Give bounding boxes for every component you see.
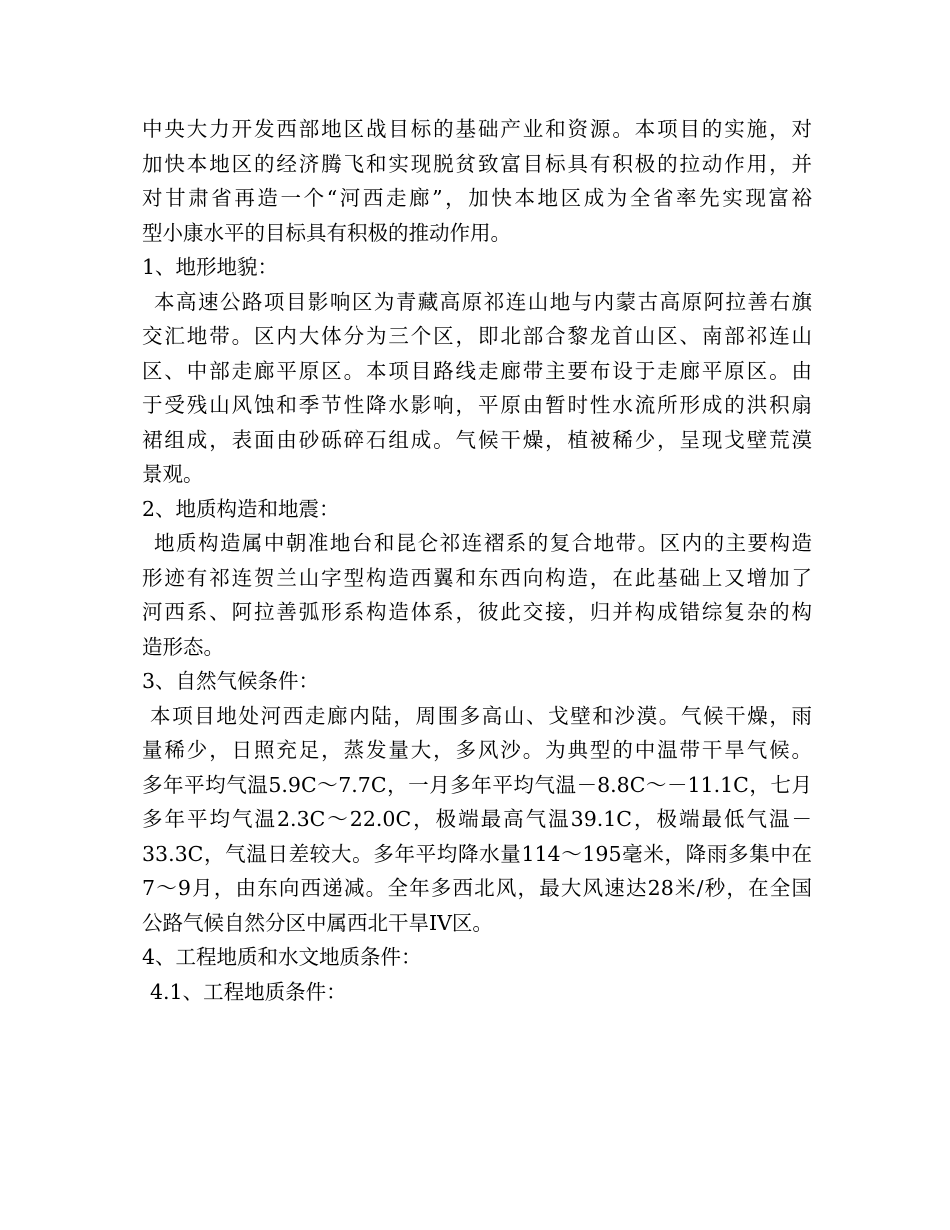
text-line: 33.3C，气温日差较大。多年平均降水量114～195毫米，降雨多集中在 (142, 841, 812, 866)
subsection-heading-engineering-conditions: 4.1、工程地质条件： (150, 979, 347, 1004)
text-line: 裙组成，表面由砂砾碎石组成。气候干燥，植被稀少，呈现戈壁荒漠 (142, 427, 812, 452)
text-line: 多年平均气温5.9C～7.7C，一月多年平均气温－8.8C～－11.1C，七月 (142, 772, 812, 797)
text-line: 河西系、阿拉善弧形系构造体系，彼此交接，归并构成错综复杂的构 (142, 600, 812, 624)
text-line: 于受残山风蚀和季节性降水影响，平原由暂时性水流所形成的洪积扇 (142, 393, 812, 417)
section-heading-geology: 2、地质构造和地震： (142, 496, 340, 521)
text-line: 公路气候自然分区中属西北干旱IV区。 (142, 910, 493, 935)
text-line: 中央大力开发西部地区战目标的基础产业和资源。本项目的实施，对 (142, 117, 812, 141)
text-line: 加快本地区的经济腾飞和实现脱贫致富目标具有积极的拉动作用，并 (142, 151, 812, 176)
text-line: 景观。 (142, 462, 204, 486)
text-line: 多年平均气温2.3C～22.0C，极端最高气温39.1C，极端最低气温－ (142, 807, 812, 831)
text-line: 本高速公路项目影响区为青藏高原祁连山地与内蒙古高原阿拉善右旗 (154, 289, 812, 314)
text-line: 本项目地处河西走廊内陆，周围多高山、戈壁和沙漠。气候干燥，雨 (150, 703, 812, 728)
climate-paragraph (142, 699, 812, 941)
text-line: 7～9月，由东向西递减。全年多西北风，最大风速达28米/秒，在全国 (142, 876, 812, 900)
text-line: 对甘肃省再造一个“河西走廊”，加快本地区成为全省率先实现富裕 (142, 186, 812, 210)
section-heading-climate: 3、自然气候条件： (142, 669, 320, 693)
text-line: 地质构造属中朝准地台和昆仑祁连褶系的复合地带。区内的主要构造 (154, 531, 812, 555)
text-line: 量稀少，日照充足，蒸发量大，多风沙。为典型的中温带干旱气候。 (142, 738, 812, 762)
intro-paragraph (142, 112, 812, 250)
text-line: 交汇地带。区内大体分为三个区，即北部合黎龙首山区、南部祁连山 (142, 324, 812, 348)
section-heading-terrain: 1、地形地貌： (142, 255, 279, 279)
text-line: 型小康水平的目标具有积极的推动作用。 (142, 220, 511, 245)
text-line: 区、中部走廊平原区。本项目路线走廊带主要布设于走廊平原区。由 (142, 358, 812, 383)
terrain-paragraph (142, 285, 812, 492)
geology-paragraph (142, 526, 812, 664)
section-heading-engineering-geology: 4、工程地质和水文地质条件： (142, 945, 422, 969)
document-page (142, 112, 812, 1009)
text-line: 形迹有祁连贺兰山字型构造西翼和东西向构造，在此基础上又增加了 (142, 565, 812, 590)
text-line: 造形态。 (142, 634, 224, 659)
